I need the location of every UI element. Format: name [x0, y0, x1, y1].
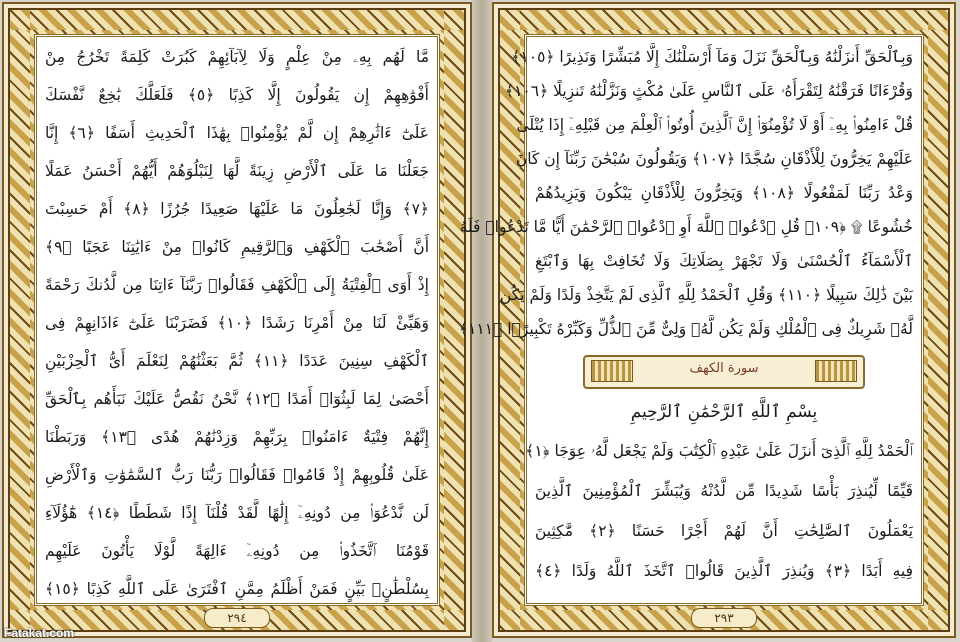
- text-line: ٱلْكَهْفِ سِنِينَ عَدَدًا ﴿١١﴾ ثُمَّ بَعَثْنَٰهُمْ لِنَعْلَمَ أَىُّ ٱلْحِزْبَيْنِ: [45, 352, 430, 370]
- text-line: ﴿٧﴾ وَإِنَّا لَجَٰعِلُونَ مَا عَلَيْهَا صَعِيدًا جُرُزًا ﴿٨﴾ أَمْ حَسِبْتَ: [45, 200, 429, 218]
- text-line: عَلَيْهِمْ يَخِرُّونَ لِلْأَذْقَانِ سُجَّدًا ﴿١٠٧﴾ وَيَقُولُونَ سُبْحَٰنَ رَبِّنَآ إِن كَانَ: [515, 150, 913, 168]
- text-line: ٱلْحَمْدُ لِلَّهِ ٱلَّذِىٓ أَنزَلَ عَلَىٰ عَبْدِهِ ٱلْكِتَٰبَ وَلَمْ يَجْعَل لَّهُۥ عِوَجَا ﴿١﴾: [525, 442, 913, 460]
- right-page: [458, 2, 956, 638]
- text-line: وَهَيِّئْ لَنَا مِنْ أَمْرِنَا رَشَدًا ﴿١٠﴾ فَضَرَبْنَا عَلَىٰٓ ءَاذَانِهِمْ فِى: [45, 314, 429, 332]
- text-line: بِسُلْطَٰنٍۭ بَيِّنٍ فَمَنْ أَظْلَمُ مِمَّنِ ٱفْتَرَىٰ عَلَى ٱللَّهِ كَذِبًا ﴿١٥﴾: [45, 580, 429, 598]
- surah-ornament: [815, 360, 857, 382]
- basmala: بِسْمِ ٱللَّهِ ٱلرَّحْمَٰنِ ٱلرَّحِيمِ: [630, 402, 818, 422]
- text-line: أَحْصَىٰ لِمَا لَبِثُوٓا۟ أَمَدًا ﴿١٢﴾ نَّحْنُ نَقُصُّ عَلَيْكَ نَبَأَهُم بِٱلْحَقِّ: [45, 390, 429, 408]
- text-area: [458, 34, 924, 606]
- text-line: أَنَّ أَصْحَٰبَ ٱلْكَهْفِ وَٱلرَّقِيمِ كَانُوا۟ مِنْ ءَايَٰتِنَا عَجَبًا ﴿٩﴾: [45, 238, 429, 256]
- site-watermark: Fatakat.com: [4, 626, 75, 640]
- text-line: مَّا لَهُم بِهِۦ مِنْ عِلْمٍ وَلَا لِآبَآئِهِمْ كَبُرَتْ كَلِمَةً تَخْرُجُ مِنْ: [45, 48, 429, 66]
- text-line: يَعْمَلُونَ ٱلصَّٰلِحَٰتِ أَنَّ لَهُمْ أَجْرًا حَسَنًا ﴿٢﴾ مَّٰكِثِينَ: [535, 522, 914, 540]
- text-line: إِنَّهُمْ فِتْيَةٌ ءَامَنُوا۟ بِرَبِّهِمْ وَزِدْنَٰهُمْ هُدًى ﴿١٣﴾ وَرَبَطْنَا: [45, 428, 429, 446]
- surah-ornament: [591, 360, 633, 382]
- surah-header: [583, 355, 865, 389]
- text-line: أَفْوَٰهِهِمْ إِن يَقُولُونَ إِلَّا كَذِبًا ﴿٥﴾ فَلَعَلَّكَ بَٰخِعٌ نَّفْسَكَ: [45, 86, 429, 104]
- text-line: قَوْمُنَا ٱتَّخَذُوا۟ مِن دُونِهِۦٓ ءَالِهَةً لَّوْلَا يَأْتُونَ عَلَيْهِم: [45, 542, 429, 560]
- left-page: [2, 2, 472, 638]
- text-line: وَعْدُ رَبِّنَا لَمَفْعُولًا ﴿١٠٨﴾ وَيَخِرُّونَ لِلْأَذْقَانِ يَبْكُونَ وَيَزِيدُهُمْ: [535, 184, 914, 202]
- text-line: فِيهِ أَبَدًا ﴿٣﴾ وَيُنذِرَ ٱلَّذِينَ قَالُوا۟ ٱتَّخَذَ ٱللَّهُ وَلَدًا ﴿٤﴾: [535, 562, 913, 580]
- text-line: وَقُرْءَانًا فَرَقْنَٰهُ لِتَقْرَأَهُۥ عَلَى ٱلنَّاسِ عَلَىٰ مُكْثٍ وَنَزَّلْنَٰهُ تَنزِيلًا ﴿١٠٦﴾: [504, 82, 913, 100]
- text-line: ٱلْأَسْمَآءُ ٱلْحُسْنَىٰ وَلَا تَجْهَرْ بِصَلَاتِكَ وَلَا تُخَافِتْ بِهَا وَٱبْتَغِ: [535, 252, 913, 270]
- text-line: بَيْنَ ذَٰلِكَ سَبِيلًا ﴿١١٠﴾ وَقُلِ ٱلْحَمْدُ لِلَّهِ ٱلَّذِى لَمْ يَتَّخِذْ وَلَدًا وَلَمْ يَكُن: [499, 286, 913, 304]
- text-line: خُشُوعًا ۩ ﴿١٠٩﴾ قُلِ ٱدْعُوا۟ ٱللَّهَ أَوِ ٱدْعُوا۟ ٱلرَّحْمَٰنَ أَيًّا مَّا تَدْعُوا۟ فَلَهُ: [459, 218, 913, 236]
- surah-title: سورة الكهف: [689, 361, 759, 376]
- page-number: ٢٩٤: [204, 608, 270, 628]
- text-line: إِذْ أَوَى ٱلْفِتْيَةُ إِلَى ٱلْكَهْفِ فَقَالُوا۟ رَبَّنَآ ءَاتِنَا مِن لَّدُنكَ رَحْمَةً: [45, 276, 429, 294]
- text-line: قَيِّمًا لِّيُنذِرَ بَأْسًا شَدِيدًا مِّن لَّدُنْهُ وَيُبَشِّرَ ٱلْمُؤْمِنِينَ ٱلَّذِينَ: [535, 482, 913, 500]
- text-line: لَن نَّدْعُوَا۟ مِن دُونِهِۦٓ إِلَٰهًا لَّقَدْ قُلْنَآ إِذًا شَطَطًا ﴿١٤﴾ هَٰٓؤُلَآءِ: [45, 504, 429, 522]
- text-line: لَّهُۥ شَرِيكٌ فِى ٱلْمُلْكِ وَلَمْ يَكُن لَّهُۥ وَلِىٌّ مِّنَ ٱلذُّلِّ وَكَبِّرْهُ تَكْبِيرًۢا ﴿١١١﴾: [458, 320, 913, 338]
- text-line: وَبِٱلْحَقِّ أَنزَلْنَٰهُ وَبِٱلْحَقِّ نَزَلَ وَمَآ أَرْسَلْنَٰكَ إِلَّا مُبَشِّرًا وَنَذِيرًا ﴿١٠٥﴾: [511, 48, 913, 66]
- text-line: عَلَىٰ قُلُوبِهِمْ إِذْ قَامُوا۟ فَقَالُوا۟ رَبُّنَا رَبُّ ٱلسَّمَٰوَٰتِ وَٱلْأَرْضِ: [45, 466, 429, 484]
- page-number: ٢٩٣: [691, 608, 757, 628]
- text-line: عَلَىٰٓ ءَاثَٰرِهِمْ إِن لَّمْ يُؤْمِنُوا۟ بِهَٰذَا ٱلْحَدِيثِ أَسَفًا ﴿٦﴾ إِنَّا: [45, 124, 429, 142]
- text-area: [34, 34, 440, 606]
- text-line: قُلْ ءَامِنُوا۟ بِهِۦٓ أَوْ لَا تُؤْمِنُوٓا۟ إِنَّ ٱلَّذِينَ أُوتُوا۟ ٱلْعِلْمَ مِن قَبْلِهِۦٓ إِذَا يُتْلَىٰ: [516, 116, 913, 134]
- text-line: جَعَلْنَا مَا عَلَى ٱلْأَرْضِ زِينَةً لَّهَا لِنَبْلُوَهُمْ أَيُّهُمْ أَحْسَنُ عَمَلًا: [45, 162, 429, 180]
